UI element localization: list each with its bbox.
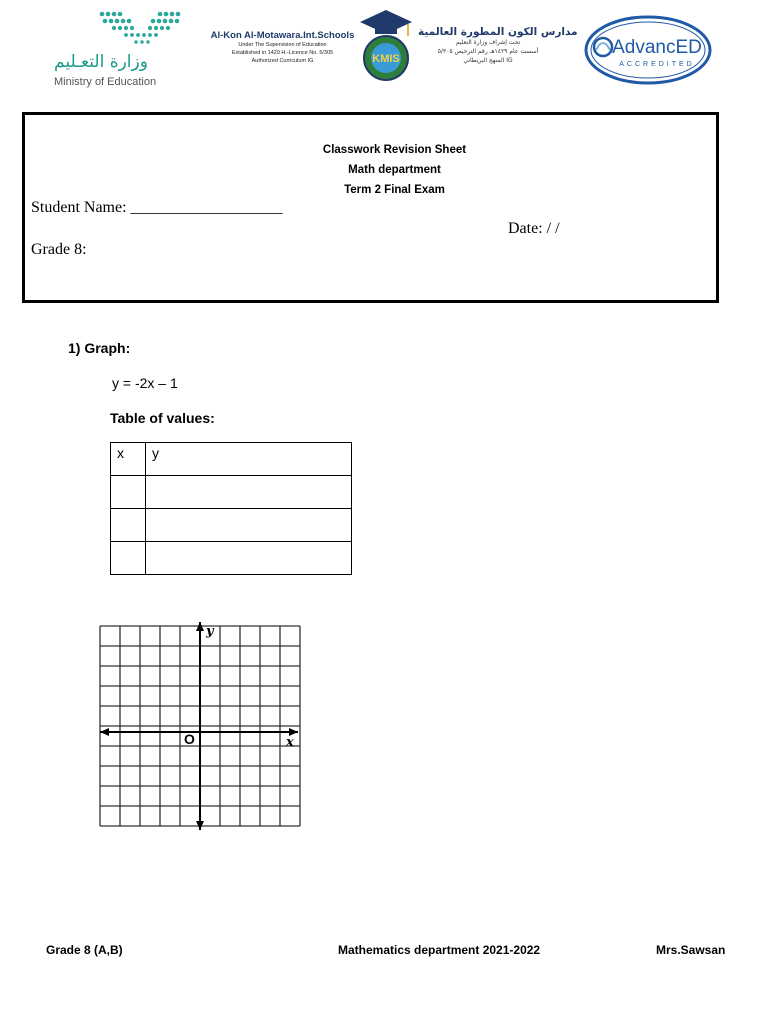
school-english-line: Authorized Curriculum IG: [251, 58, 314, 64]
department-title: Math department: [348, 164, 441, 176]
advanced-subtitle-text: ACCREDITED: [619, 61, 695, 68]
coordinate-graph-grid: [96, 622, 306, 834]
school-english-name: Al-Kon Al-Motawara.Int.Schools: [210, 30, 355, 41]
x-axis-arrow-left-icon: [100, 728, 109, 736]
origin-label: O: [184, 731, 195, 747]
table-of-values: [110, 442, 352, 575]
table-row: [111, 509, 352, 542]
school-crest-logo: [358, 8, 414, 88]
school-crest-text: KMIS: [372, 53, 400, 65]
table-header-x: x: [111, 443, 146, 476]
table-header-y: y: [146, 443, 352, 476]
footer-grade: Grade 8 (A,B): [46, 943, 123, 957]
footer-department: Mathematics department 2021-2022: [338, 943, 541, 957]
table-cell-x[interactable]: [111, 509, 146, 542]
grade-field: Grade 8:: [31, 241, 87, 258]
date-field: Date: / /: [508, 220, 560, 237]
question-heading: 1) Graph:: [68, 340, 131, 356]
school-english-info: [210, 30, 355, 65]
sheet-title: Classwork Revision Sheet: [322, 144, 467, 156]
advanced-brand-text: AdvancED: [612, 37, 702, 58]
school-arabic-line: المنهج البريطاني IG: [463, 57, 513, 64]
moe-arabic-name: وزارة التعـليم: [54, 52, 148, 72]
ministry-of-education-logo: [50, 8, 200, 90]
moe-dots-icon: [98, 8, 190, 50]
footer-teacher: Mrs.Sawsan: [656, 943, 726, 957]
table-row: [111, 542, 352, 575]
x-axis-label: x: [286, 735, 294, 750]
school-arabic-line: تحت إشراف وزارة التعليم: [455, 39, 521, 46]
equation-text: y = -2x – 1: [112, 375, 178, 391]
table-cell-x[interactable]: [111, 476, 146, 509]
y-axis-label: y: [206, 624, 214, 639]
student-name-field: Student Name: ___________________: [31, 199, 283, 216]
term-title: Term 2 Final Exam: [344, 184, 445, 196]
table-row: [111, 476, 352, 509]
school-english-line: Established in 1429 H.-Licence No. 5/305: [231, 50, 334, 56]
table-header-row: [111, 443, 352, 476]
school-arabic-line: أسست عام ١٤٢٩هـ رقم الترخيص ٥/٣٠٥: [437, 48, 539, 55]
advanced-accredited-logo: [583, 14, 713, 86]
table-cell-x[interactable]: [111, 542, 146, 575]
moe-english-name: Ministry of Education: [54, 76, 157, 88]
school-english-line: Under The Supervision of Education: [238, 42, 327, 48]
table-cell-y[interactable]: [146, 509, 352, 542]
table-of-values-label: Table of values:: [110, 410, 215, 426]
school-arabic-info: [418, 26, 578, 65]
table-cell-y[interactable]: [146, 476, 352, 509]
school-arabic-name: مدارس الكون المطورة العالمية: [418, 26, 578, 38]
table-cell-y[interactable]: [146, 542, 352, 575]
